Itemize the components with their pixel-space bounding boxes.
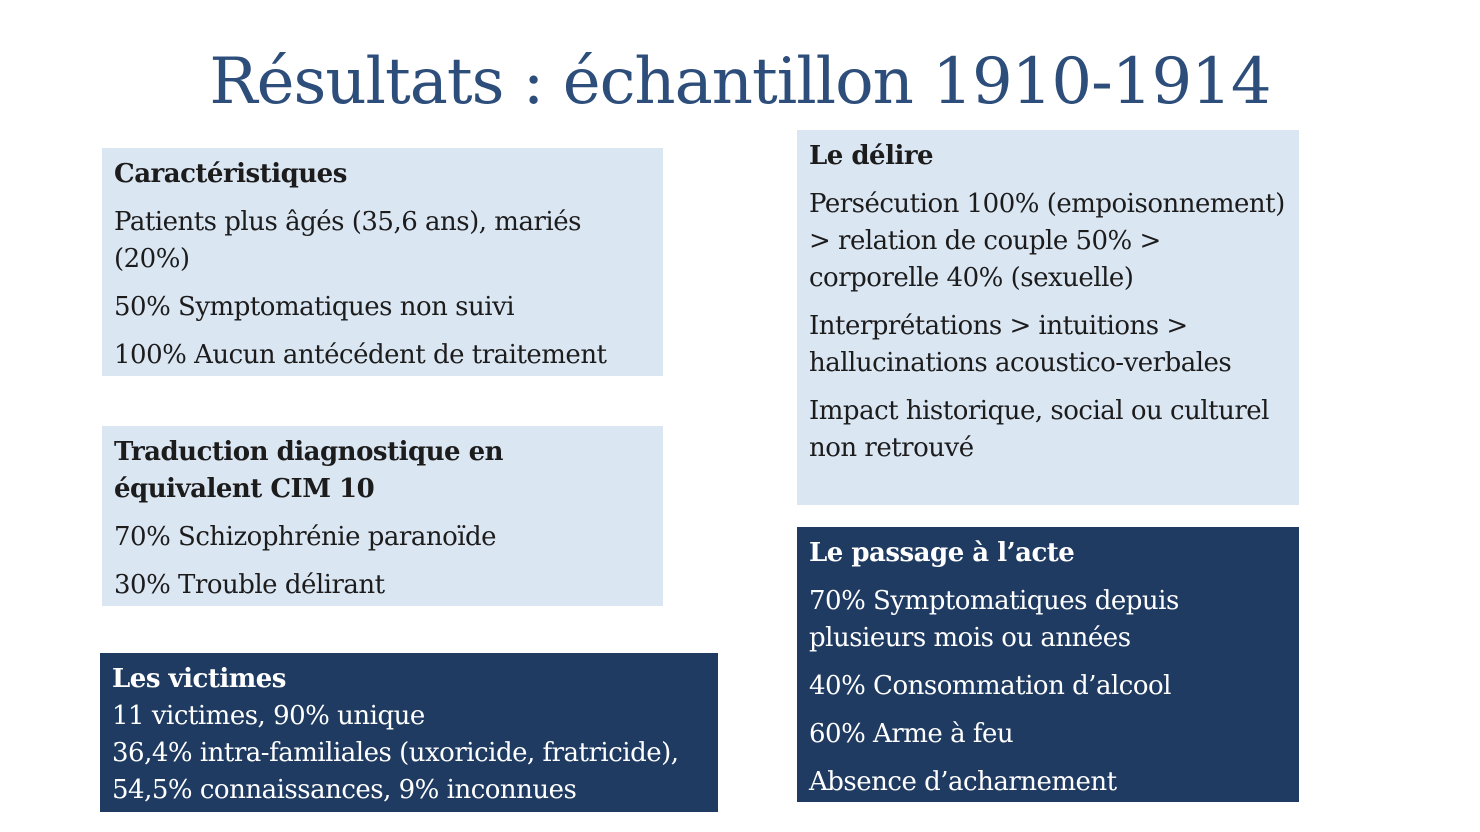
traduction-item: 70% Schizophrénie paranoïde: [114, 522, 497, 552]
caracteristiques-item: Patients plus âgés (35,6 ans), mariés (20%): [114, 207, 581, 274]
slide-title: Résultats : échantillon 1910-1914: [209, 45, 1271, 119]
delire-item: Persécution 100% (empoisonnement) > relation de couple 50% > corporelle 40% (sexuelle): [809, 189, 1285, 293]
traduction-heading: Traduction diagnostique en équivalent CIM 10: [114, 437, 504, 504]
victimes-item: 36,4% intra-familiales (uxoricide, fratricide), 54,5% connaissances, 9% inconnues: [112, 738, 679, 805]
victimes-item: 11 victimes, 90% unique: [112, 701, 425, 731]
delire-item: Interprétations > intuitions > hallucinations acoustico-verbales: [809, 311, 1232, 378]
caracteristiques-box: [102, 148, 663, 376]
passage-item: 40% Consommation d’alcool: [809, 671, 1171, 701]
victimes-heading: Les victimes: [112, 664, 286, 694]
caracteristiques-item: 50% Symptomatiques non suivi: [114, 292, 515, 322]
caracteristiques-item: 100% Aucun antécédent de traitement: [114, 340, 607, 370]
delire-heading: Le délire: [809, 141, 934, 171]
passage-item: Absence d’acharnement: [809, 767, 1117, 797]
passage-box: [797, 527, 1299, 802]
delire-item: Impact historique, social ou culturel non retrouvé: [809, 396, 1269, 463]
caracteristiques-heading: Caractéristiques: [114, 159, 347, 189]
passage-item: 70% Symptomatiques depuis plusieurs mois ou années: [809, 586, 1179, 653]
victimes-box: [100, 653, 718, 812]
passage-item: 60% Arme à feu: [809, 719, 1014, 749]
passage-heading: Le passage à l’acte: [809, 538, 1075, 568]
delire-box: [797, 130, 1299, 505]
traduction-item: 30% Trouble délirant: [114, 570, 385, 600]
traduction-box: [102, 426, 663, 606]
